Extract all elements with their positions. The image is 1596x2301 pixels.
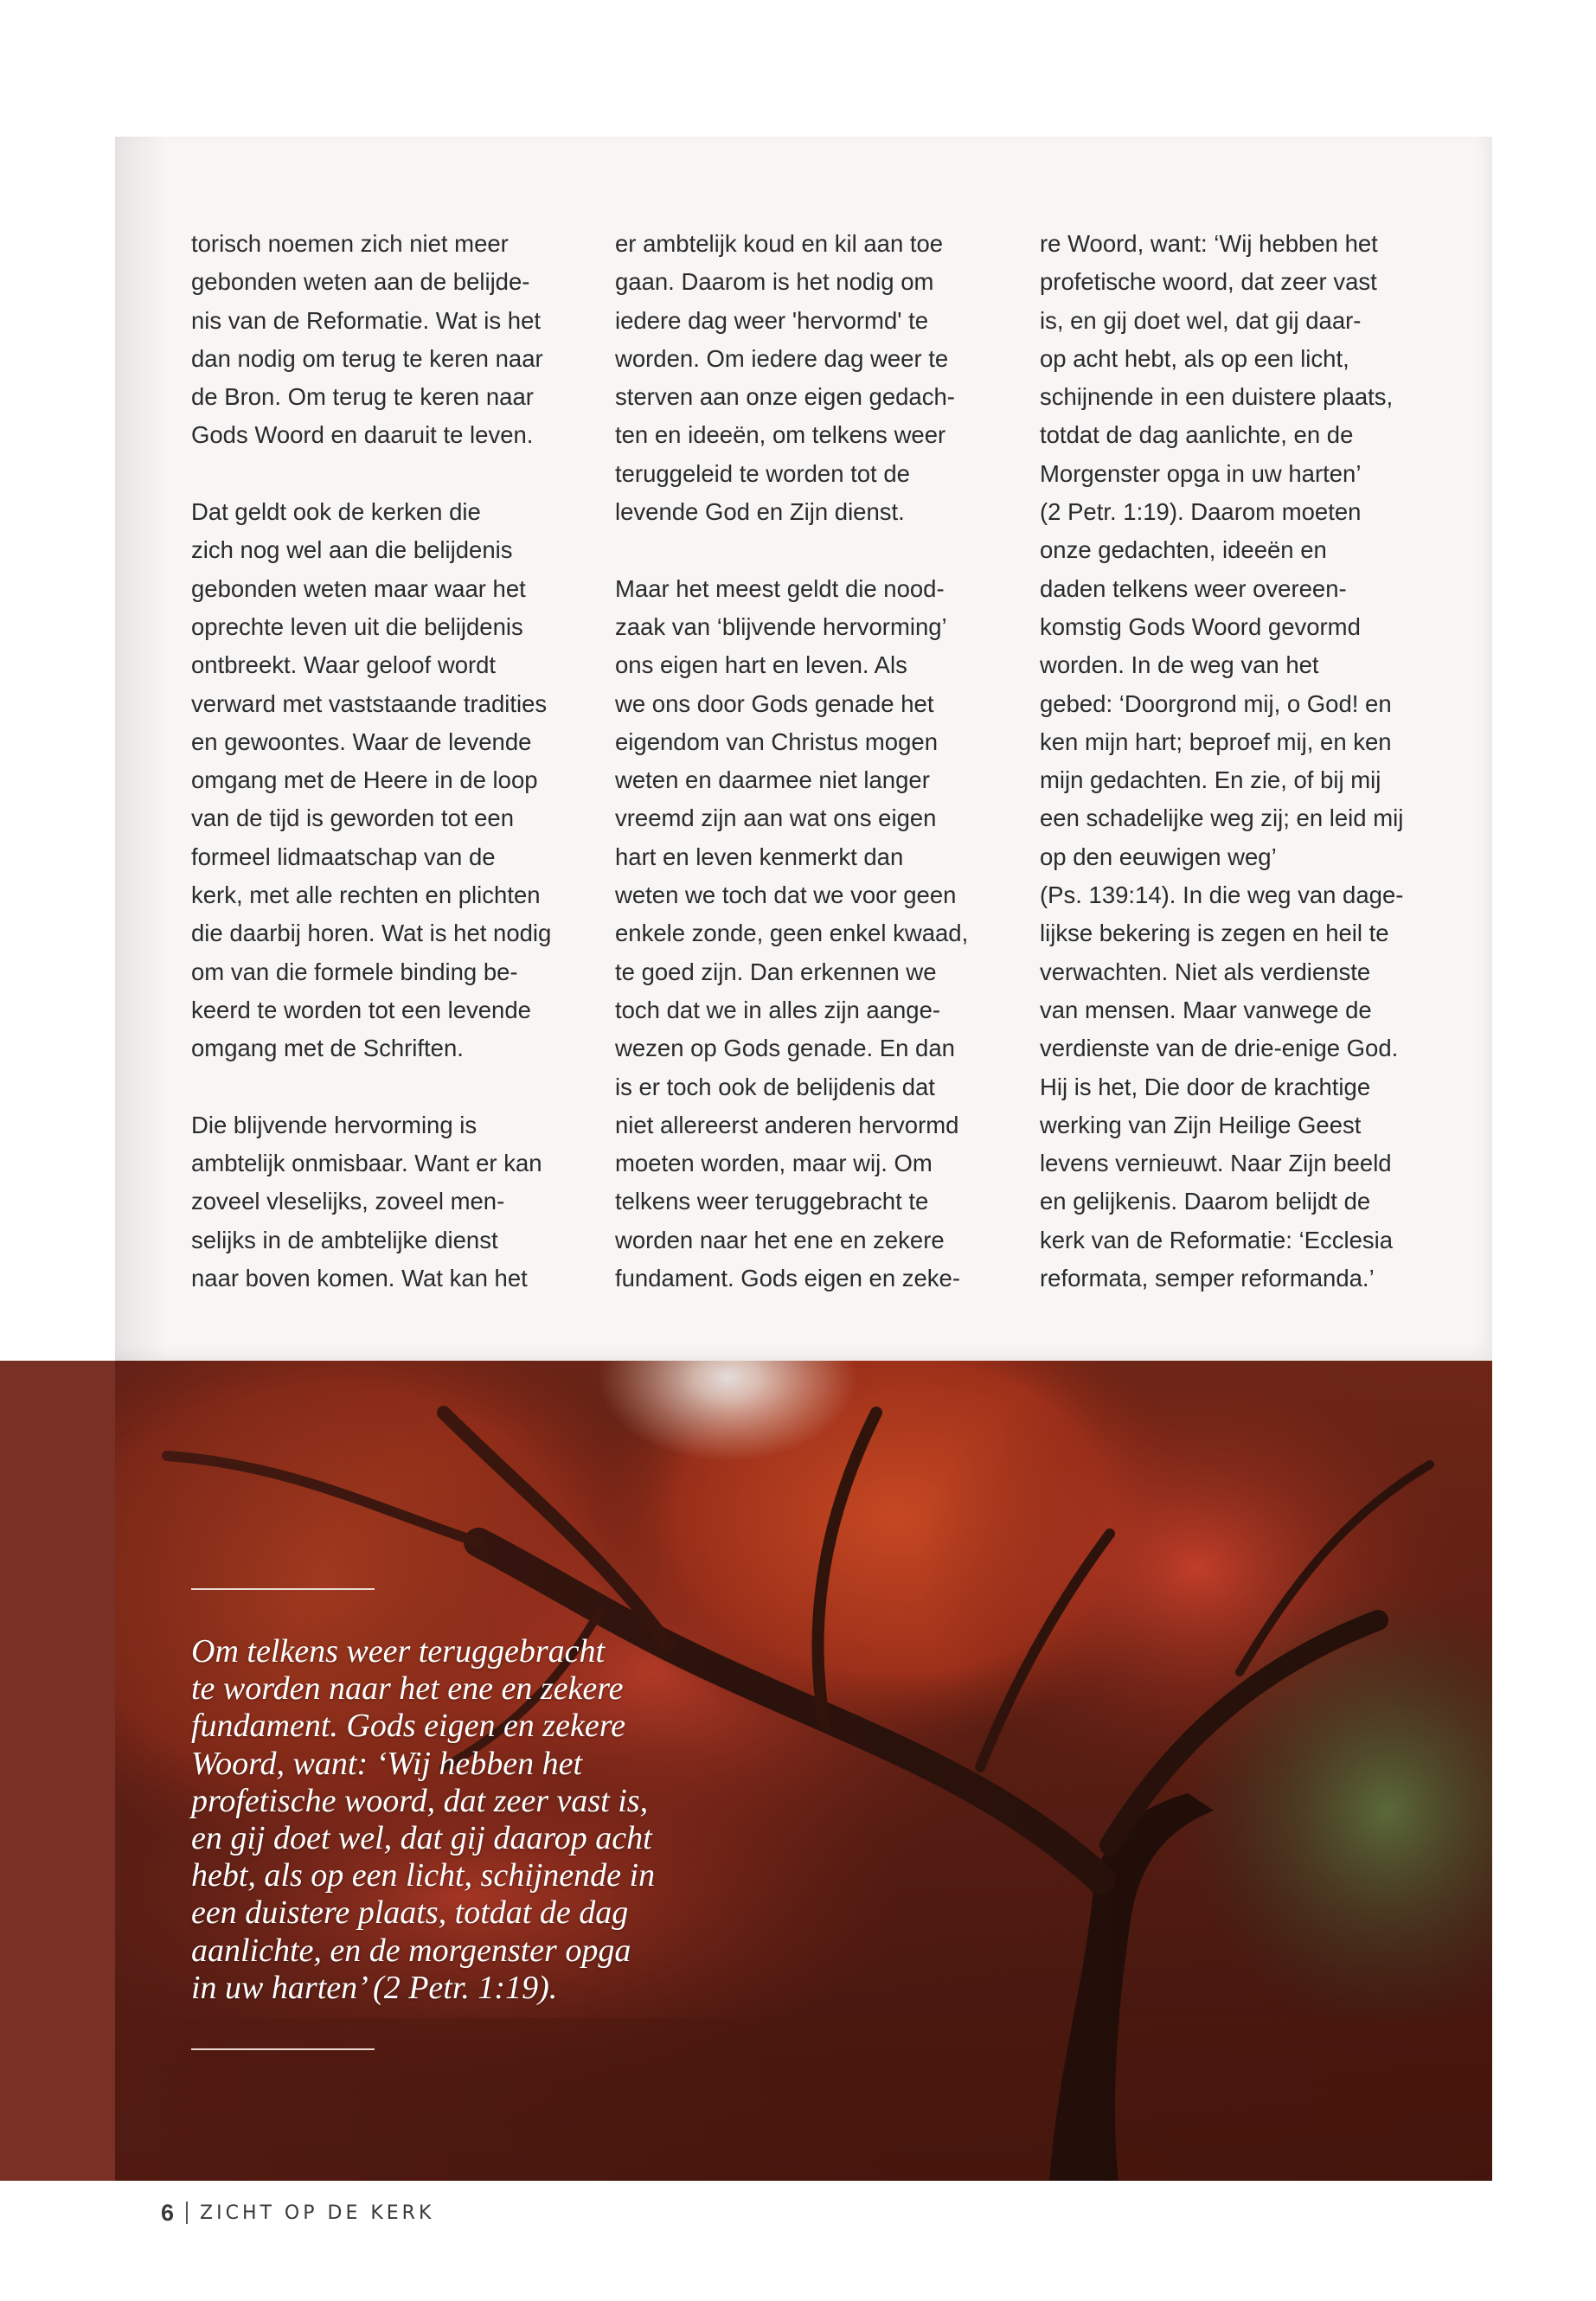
publication-name: ZICHT OP DE KERK xyxy=(200,2202,435,2224)
paragraph: Die blijvende hervorming is ambtelijk onmisbaar. Want er kan zoveel vleselijks, zoveel men- selijks in de ambtelijke dienst naar boven komen. Wat kan het xyxy=(191,1111,542,1292)
article-column-2 xyxy=(615,225,1004,1298)
page-number: 6 xyxy=(161,2199,175,2226)
paragraph: re Woord, want: ‘Wij hebben het profetische woord, dat zeer vast is, en gij doet wel, dat gij daar- op acht hebt, als op een licht, schijnende in een duistere plaats, totdat de dag aanlichte, en de Morgenster opga in uw harten’ (2 Petr. 1:19). Daarom moeten onze gedachten, ideeën en daden telkens weer overeen- komstig Gods Woord gevormd worden. In de weg van het gebed: ‘Doorgrond mij, o God! en ken mijn hart; beproef mij, en ken mijn gedachten. En zie, of bij mij een schadelijke weg zij; en leid mij op den eeuwigen weg’ (Ps. 139:14). In die weg van dage- lijkse bekering is zegen en heil te verwachten. Niet als verdienste van mensen. Maar vanwege de verdienste van de drie-enige God. Hij is het, Die door de krachtige werking van Zijn Heilige Geest levens vernieuwt. Naar Zijn beeld en gelijkenis. Daarom belijdt de kerk van de Reformatie: ‘Ecclesia reformata, semper reformanda.’ xyxy=(1040,230,1404,1292)
paragraph: er ambtelijk koud en kil aan toe gaan. Daarom is het nodig om iedere dag weer 'hervormd' te worden. Om iedere dag weer te sterven aan onze eigen gedach- ten en ideeën, om telkens weer teruggeleid te worden tot de levende God en Zijn dienst. xyxy=(615,230,955,526)
page-footer xyxy=(161,2195,434,2230)
article-column-1 xyxy=(191,225,580,1298)
paragraph: torisch noemen zich niet meer gebonden weten aan de belijde- nis van de Reformatie. Wat is het dan nodig om terug te keren naar de Bron. Om terug te keren naar Gods Woord en daaruit te leven. xyxy=(191,230,543,449)
pull-quote: Om telkens weer teruggebracht te worden naar het ene en zekere fundament. Gods eigen en zekere Woord, want: ‘Wij hebben het profetische woord, dat zeer vast is, en gij doet wel, dat gij daarop acht hebt, als op een licht, schijnende in een duistere plaats, totdat de dag aanlichte, en de morgenster opga in uw harten’ (2 Petr. 1:19). xyxy=(191,1633,656,2006)
footer-separator xyxy=(186,2202,188,2224)
article-column-3 xyxy=(1040,225,1429,1298)
paragraph: Dat geldt ook de kerken die zich nog wel aan die belijdenis gebonden weten maar waar het oprechte leven uit die belijdenis ontbreekt. Waar geloof wordt verward met vaststaande tradities en gewoontes. Waar de levende omgang met de Heere in de loop van de tijd is geworden tot een formeel lidmaatschap van de kerk, met alle rechten en plichten die daarbij horen. Wat is het nodig om van die formele binding be- keerd te worden tot een levende omgang met de Schriften. xyxy=(191,498,552,1062)
paragraph: Maar het meest geldt die nood- zaak van ‘blijvende hervorming’ ons eigen hart en leven. Als we ons door Gods genade het eigendom van Christus mogen weten en daarmee niet langer vreemd zijn aan wat ons eigen hart en leven kenmerkt dan weten we toch dat we voor geen enkele zonde, geen enkel kwaad, te goed zijn. Dan erkennen we toch dat we in alles zijn aange- wezen op Gods genade. En dan is er toch ook de belijdenis dat niet allereerst anderen hervormd moeten worden, maar wij. Om telkens weer teruggebracht te worden naar het ene en zekere fundament. Gods eigen en zeke- xyxy=(615,574,969,1292)
panel-shadow xyxy=(115,137,167,1361)
quote-divider-top xyxy=(191,1588,375,1590)
quote-divider-bottom xyxy=(191,2048,375,2050)
sidebar-color-band xyxy=(0,1361,115,2181)
